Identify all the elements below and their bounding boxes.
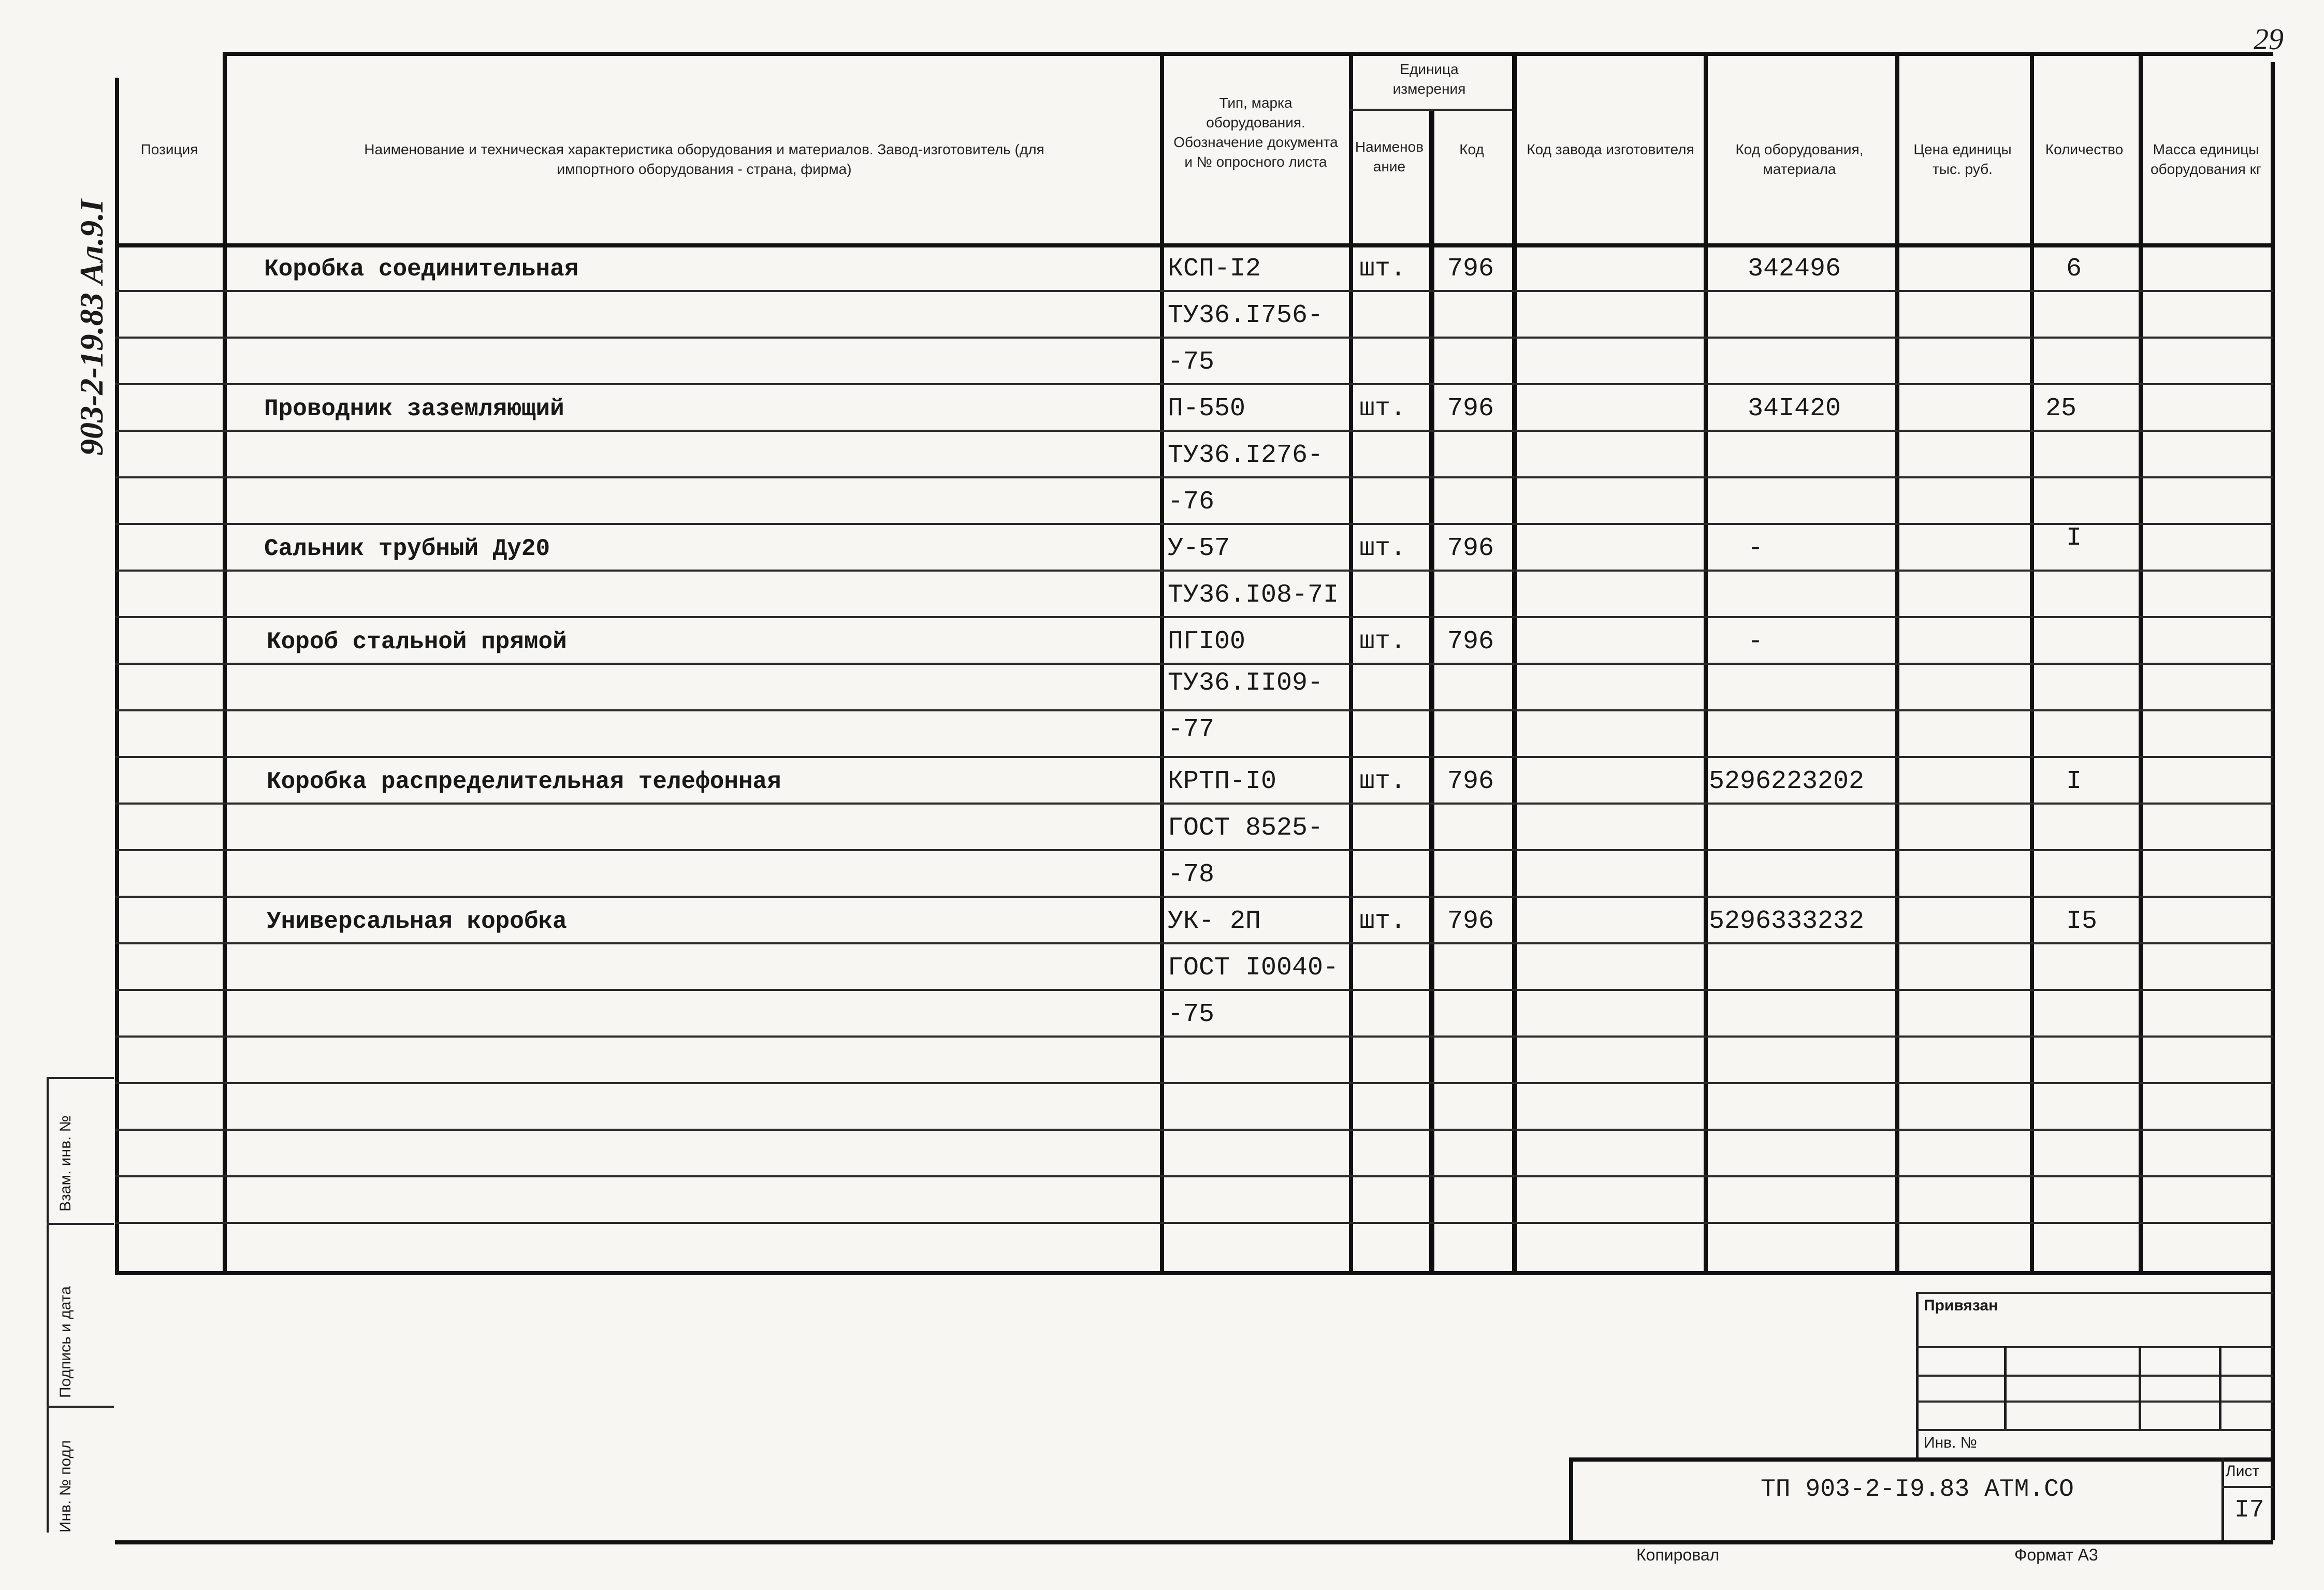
linked-col-line <box>2139 1346 2141 1429</box>
row-code: 796 <box>1447 627 1494 657</box>
row-line <box>115 803 2273 805</box>
row-code: 796 <box>1447 767 1494 796</box>
row-line <box>115 942 2273 944</box>
table-bottom-border <box>115 1271 2273 1275</box>
header-unit-code: Код <box>1459 141 1484 157</box>
side-label-replacement: Взам. инв. № <box>57 1115 74 1212</box>
row-type: П-550 <box>1168 394 1246 424</box>
row-line <box>115 756 2273 758</box>
row-line <box>115 430 2273 432</box>
row-line <box>115 849 2273 851</box>
row-type: ПГI00 <box>1168 627 1246 657</box>
row-line <box>115 1222 2273 1224</box>
row-line <box>115 290 2273 292</box>
row-line <box>115 337 2273 339</box>
header-mass: Масса единицы оборудования кг <box>2150 141 2262 177</box>
row-equip-code: 5296223202 <box>1709 767 1865 796</box>
row-type: -75 <box>1168 1000 1215 1029</box>
row-code: 796 <box>1447 534 1494 563</box>
linked-col-line <box>2004 1346 2007 1429</box>
row-line <box>115 1035 2273 1038</box>
side-stamp-divider-2 <box>47 1406 114 1408</box>
linked-label: Привязан <box>1924 1297 1998 1314</box>
row-line <box>115 616 2273 618</box>
row-name: Сальник трубный Ду20 <box>264 535 550 562</box>
row-unit: шт. <box>1359 254 1406 284</box>
row-qty: I <box>2066 767 2082 796</box>
stamp-sheet-line <box>2221 1486 2273 1488</box>
header-position: Позиция <box>140 141 198 157</box>
footer-copied: Копировал <box>1636 1545 1720 1564</box>
side-stamp-left-border <box>47 1077 49 1533</box>
header-unit-name: Наименование <box>1355 139 1424 174</box>
sheet-number: I7 <box>2234 1496 2264 1524</box>
row-qty: I <box>2066 523 2082 553</box>
row-equip-code: 34I420 <box>1748 394 1841 424</box>
row-unit: шт. <box>1359 627 1406 657</box>
row-line <box>115 1129 2273 1131</box>
row-type: КСП-I2 <box>1168 254 1261 284</box>
row-type: У-57 <box>1168 534 1230 563</box>
page-number: 29 <box>2254 22 2284 56</box>
header-price: Цена единицы тыс. руб. <box>1913 141 2012 177</box>
row-type: ГОСТ I0040- <box>1168 953 1339 983</box>
side-stamp-top <box>47 1077 114 1079</box>
frame-bottom <box>115 1540 2273 1544</box>
header-bottom-border <box>115 243 2273 247</box>
row-type: КРТП-I0 <box>1168 767 1277 796</box>
row-line <box>115 1082 2273 1084</box>
col-line-unit-code <box>1429 109 1434 1274</box>
row-name: Коробка распределительная телефонная <box>267 768 781 795</box>
row-type: УК- 2П <box>1168 907 1261 936</box>
side-label-inventory: Инв. № подл <box>57 1440 74 1533</box>
row-line <box>115 709 2273 711</box>
row-equip-code: - <box>1748 627 1764 657</box>
row-unit: шт. <box>1359 907 1406 936</box>
row-line <box>115 476 2273 478</box>
row-unit: шт. <box>1359 394 1406 424</box>
footer-format: Формат А3 <box>2014 1545 2098 1564</box>
header-equip-code: Код оборудования, материала <box>1735 141 1864 177</box>
row-line <box>115 570 2273 572</box>
table-left-border <box>115 78 119 1274</box>
side-document-code: 903-2-19.83 Ал.9.I <box>73 199 110 456</box>
row-name: Универсальная коробка <box>267 908 567 935</box>
row-type: ТУ36.I276- <box>1168 441 1324 470</box>
row-type: ГОСТ 8525- <box>1168 813 1324 843</box>
row-equip-code: 5296333232 <box>1709 907 1865 936</box>
row-line <box>115 663 2273 665</box>
row-name: Проводник заземляющий <box>264 396 564 422</box>
header-name: Наименование и техническая характеристика оборудования и материалов. Завод-изготовитель (для импортного оборудования - страна, фирма) <box>364 141 1044 177</box>
row-type: -75 <box>1168 347 1215 377</box>
row-type: ТУ36.II09- <box>1168 668 1324 698</box>
linked-col-line <box>2219 1346 2221 1429</box>
frame-right <box>2271 1271 2275 1540</box>
table-top-border <box>223 52 2273 56</box>
row-line <box>115 989 2273 991</box>
row-code: 796 <box>1447 394 1494 424</box>
row-type: -77 <box>1168 715 1215 745</box>
row-code: 796 <box>1447 254 1494 284</box>
row-name: Коробка соединительная <box>264 256 579 283</box>
stamp-top <box>1569 1457 2273 1462</box>
row-type: ТУ36.I756- <box>1168 301 1324 330</box>
row-unit: шт. <box>1359 767 1406 796</box>
stamp-left <box>1569 1457 1573 1540</box>
row-qty: 25 <box>2045 394 2077 424</box>
row-line <box>115 1175 2273 1177</box>
unit-group-divider <box>1349 109 1512 111</box>
row-equip-code: 342496 <box>1748 254 1841 284</box>
sheet-label: Лист <box>2226 1463 2260 1480</box>
inv-no-label: Инв. № <box>1924 1434 1977 1451</box>
header-unit-group: Единица измерения <box>1392 61 1466 97</box>
row-code: 796 <box>1447 907 1494 936</box>
row-type: ТУ36.I08-7I <box>1168 580 1339 610</box>
stamp-sheet-divider <box>2221 1457 2224 1540</box>
side-stamp-divider-1 <box>47 1223 114 1225</box>
header-type: Тип, марка оборудования. Обозначение документа и № опросного листа <box>1173 95 1338 170</box>
row-line <box>115 383 2273 385</box>
side-label-signature-date: Подпись и дата <box>57 1286 74 1398</box>
linked-row-line <box>1916 1429 2273 1431</box>
row-line <box>115 896 2273 898</box>
row-qty: 6 <box>2066 254 2082 284</box>
row-qty: I5 <box>2066 907 2098 936</box>
row-type: -76 <box>1168 487 1215 517</box>
header-qty: Количество <box>2045 141 2124 157</box>
row-equip-code: - <box>1748 534 1764 563</box>
linked-box-top <box>1916 1292 2273 1294</box>
header-plant-code: Код завода изготовителя <box>1527 141 1694 157</box>
document-id: ТП 903-2-I9.83 АТМ.СО <box>1761 1476 2074 1504</box>
row-name: Короб стальной прямой <box>267 629 567 655</box>
row-unit: шт. <box>1359 534 1406 563</box>
row-line <box>115 523 2273 525</box>
row-type: -78 <box>1168 860 1215 889</box>
